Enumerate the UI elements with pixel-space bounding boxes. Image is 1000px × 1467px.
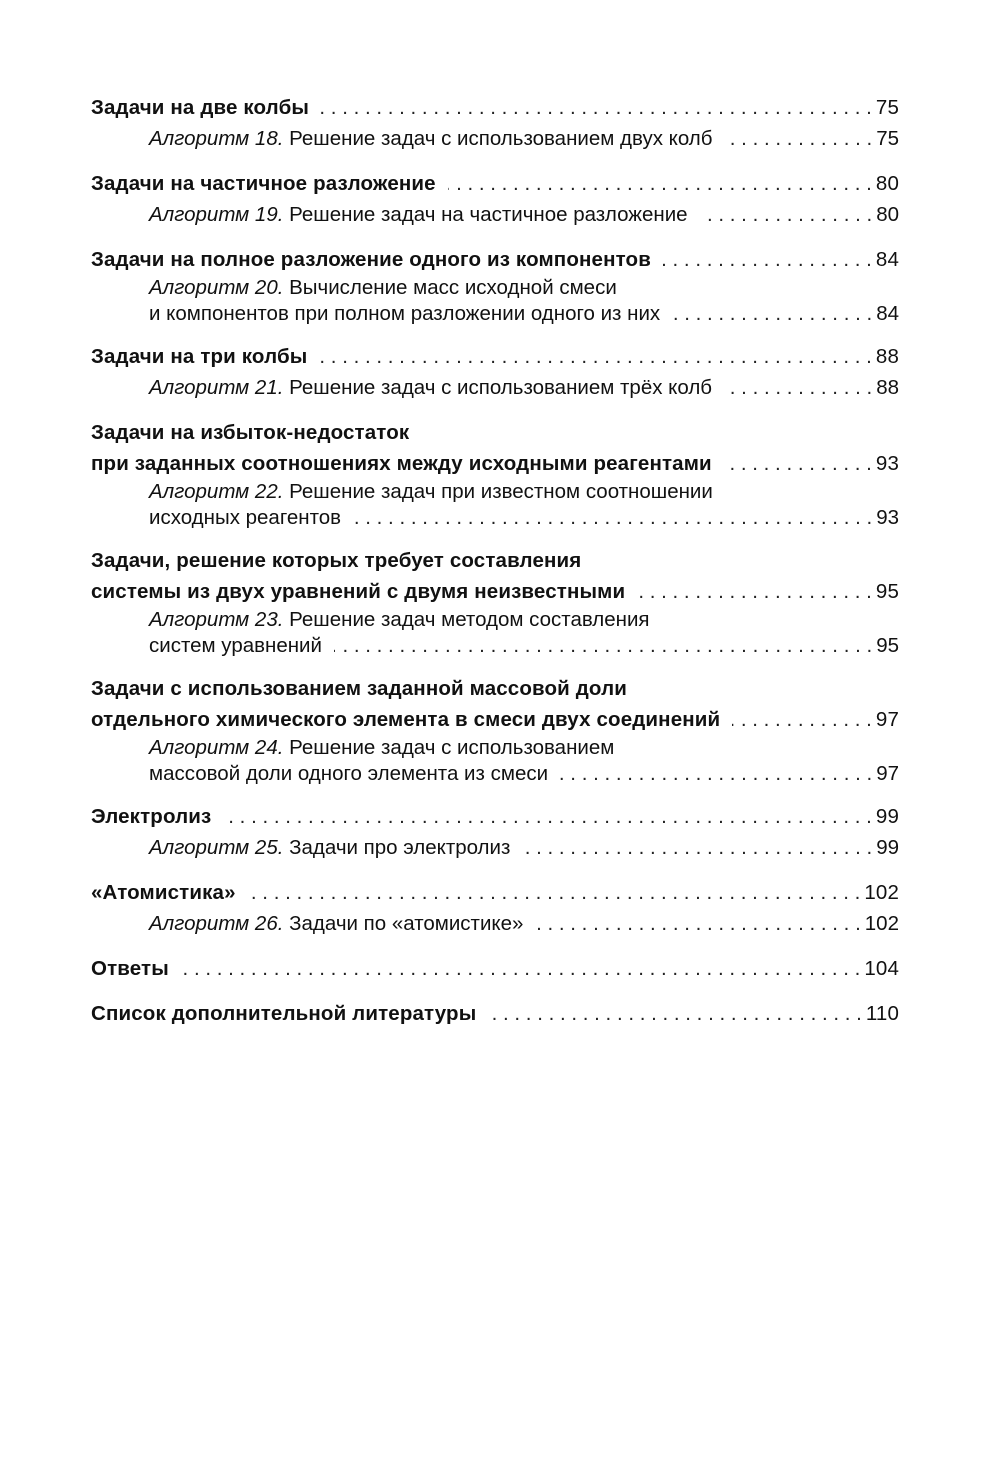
dot-leader [732,704,872,735]
section-title-text: при заданных соотношениях между исходными реагентами [91,452,712,475]
algorithm-label: Алгоритм 24. [149,736,284,759]
algorithm-label: Алгоритм 25. [149,836,284,859]
section-title-text: Задачи с использованием заданной массовой доли [91,677,628,700]
page-number: 104 [864,957,899,980]
dot-leader [181,953,860,984]
page-number: 80 [876,203,899,226]
algorithm-line [91,908,899,939]
algorithm-line [91,607,899,633]
section-title-line [91,576,899,607]
section-title-text: Задачи на частичное разложение [91,172,436,195]
section-title-line [91,244,899,275]
algorithm-label: Алгоритм 22. [149,480,284,503]
toc-section [91,801,899,863]
page-number: 84 [876,302,899,325]
table-of-contents [91,92,899,1043]
algorithm-text: Решение задач на частичное разложение [289,203,688,226]
algorithm-line [91,301,899,327]
section-title-line [91,168,899,199]
algorithm-line [91,633,899,659]
algorithm-label: Алгоритм 21. [149,376,284,399]
page-number: 97 [875,708,899,731]
section-title-text: Ответы [91,957,169,980]
algorithm-label: Алгоритм 19. [149,203,284,226]
page-number: 93 [875,452,899,475]
dot-leader [353,505,872,531]
algorithm-line [91,761,899,787]
section-title-line [91,417,899,448]
algorithm-text: Решение задач с использованием [289,736,615,759]
dot-leader [535,908,860,939]
toc-section [91,417,899,531]
toc-section [91,953,899,984]
algorithm-text: Решение задач с использованием трёх колб [289,376,713,399]
section-title-text: Задачи на три колбы [91,345,308,368]
dot-leader [223,801,872,832]
page-number: 95 [876,634,899,657]
dot-leader [488,998,861,1029]
page-number: 80 [875,172,899,195]
section-title-line [91,448,899,479]
algorithm-line [91,372,899,403]
section-title-line [91,801,899,832]
toc-section [91,877,899,939]
page-number: 75 [876,127,899,150]
section-title-text: «Атомистика» [91,881,236,904]
section-title-text: системы из двух уравнений с двумя неизвестными [91,580,626,603]
algorithm-label: Алгоритм 26. [149,912,284,935]
section-title-line [91,998,899,1029]
page-number: 99 [875,805,899,828]
toc-section [91,92,899,154]
dot-leader [724,372,872,403]
dot-leader [700,199,873,230]
page-number: 110 [865,1002,899,1025]
dot-leader [637,576,872,607]
algorithm-label: Алгоритм 23. [149,608,284,631]
algorithm-text: Задачи про электролиз [289,836,511,859]
dot-leader [448,168,872,199]
algorithm-line [91,735,899,761]
section-title-line [91,953,899,984]
page-number: 95 [875,580,899,603]
algorithm-line [91,199,899,230]
algorithm-label: Алгоритм 18. [149,127,284,150]
section-title-text: Задачи, решение которых требует составления [91,549,582,572]
page-number: 93 [876,506,899,529]
algorithm-line [91,123,899,154]
dot-leader [672,301,872,327]
algorithm-text: Решение задач с использованием двух колб [289,127,713,150]
section-title-text: отдельного химического элемента в смеси двух соединений [91,708,721,731]
dot-leader [321,92,872,123]
dot-leader [725,123,873,154]
section-title-text: Электролиз [91,805,212,828]
toc-section [91,168,899,230]
algorithm-label: Алгоритм 20. [149,276,284,299]
section-title-line [91,545,899,576]
algorithm-line [91,275,899,301]
algorithm-text: массовой доли одного элемента из смеси [149,762,549,785]
dot-leader [334,633,872,659]
page-number: 102 [864,881,899,904]
algorithm-text: Решение задач методом составления [289,608,650,631]
toc-section [91,244,899,327]
dot-leader [560,761,872,787]
algorithm-text: исходных реагентов [149,506,342,529]
algorithm-text: Вычисление масс исходной смеси [289,276,617,299]
section-title-text: Список дополнительной литературы [91,1002,477,1025]
algorithm-text: и компонентов при полном разложении одного из них [149,302,661,325]
algorithm-text: систем уравнений [149,634,322,657]
section-title-line [91,877,899,908]
page-number: 102 [864,912,899,935]
page-number: 88 [875,345,899,368]
algorithm-line [91,479,899,505]
algorithm-line [91,505,899,531]
page-number: 75 [875,96,899,119]
algorithm-text: Решение задач при известном соотношении [289,480,713,503]
algorithm-line [91,832,899,863]
toc-section [91,341,899,403]
page-number: 84 [875,248,899,271]
section-title-text: Задачи на две колбы [91,96,310,119]
section-title-text: Задачи на полное разложение одного из компонентов [91,248,651,271]
dot-leader [724,448,872,479]
section-title-line [91,341,899,372]
section-title-text: Задачи на избыток-недостаток [91,421,410,444]
dot-leader [319,341,871,372]
page-number: 88 [876,376,899,399]
dot-leader [248,877,861,908]
toc-section [91,545,899,659]
page-number: 99 [876,836,899,859]
section-title-line [91,673,899,704]
section-title-line [91,92,899,123]
toc-section [91,673,899,787]
algorithm-text: Задачи по «атомистике» [289,912,524,935]
page-number: 97 [876,762,899,785]
dot-leader [663,244,872,275]
toc-section [91,998,899,1029]
dot-leader [522,832,872,863]
section-title-line [91,704,899,735]
